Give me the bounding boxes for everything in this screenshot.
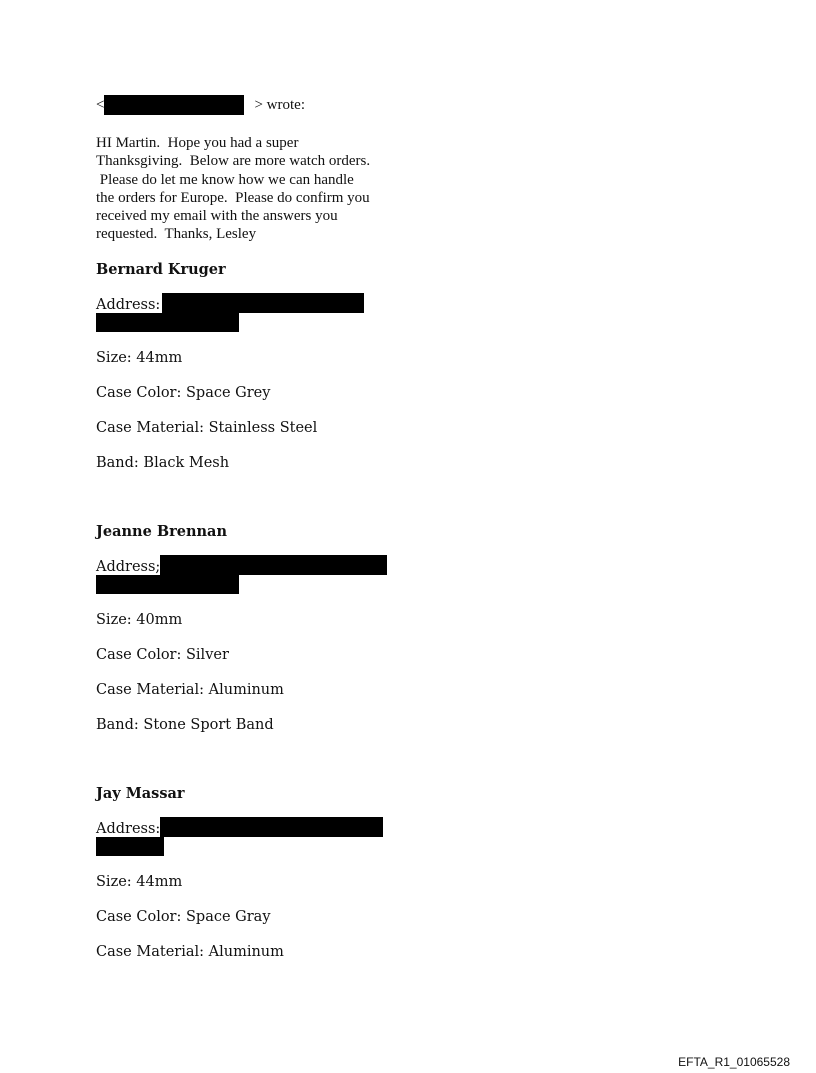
order-band: Band: Black Mesh — [96, 455, 230, 471]
email-body-line: requested. Thanks, Lesley — [96, 226, 257, 243]
open-bracket: < — [96, 97, 105, 113]
document-id: EFTA_R1_01065528 — [678, 1055, 790, 1069]
order-case-color: Case Color: Space Grey — [96, 385, 271, 401]
email-body-line: HI Martin. Hope you had a super — [96, 135, 299, 151]
wrote-text: > wrote: — [254, 97, 305, 113]
address-label: Address: — [96, 297, 161, 313]
redacted-address — [96, 313, 239, 332]
email-body — [96, 134, 396, 244]
order-name: Jeanne Brennan — [96, 523, 227, 540]
order-case-material: Case Material: Stainless Steel — [96, 420, 318, 436]
order-case-color: Case Color: Space Gray — [96, 909, 271, 925]
order-name: Jay Massar — [96, 785, 185, 802]
order-size: Size: 44mm — [96, 874, 183, 890]
email-body-line: the orders for Europe. Please do confirm you — [96, 189, 370, 206]
redacted-address — [160, 555, 387, 575]
order-case-material: Case Material: Aluminum — [96, 944, 284, 960]
redacted-address — [96, 837, 164, 856]
order-name: Bernard Kruger — [96, 261, 226, 278]
order-size: Size: 40mm — [96, 612, 183, 628]
redacted-address — [162, 293, 364, 313]
redacted-sender — [104, 95, 244, 115]
email-body-line: Please do let me know how we can handle — [96, 171, 354, 188]
address-label: Address; — [96, 559, 161, 575]
redacted-address — [96, 575, 239, 594]
order-case-material: Case Material: Aluminum — [96, 682, 284, 698]
email-body-line: Thanksgiving. Below are more watch orders. — [96, 153, 371, 170]
address-label: Address: — [96, 821, 161, 837]
order-case-color: Case Color: Silver — [96, 647, 229, 663]
email-body-line: received my email with the answers you — [96, 208, 338, 225]
order-size: Size: 44mm — [96, 350, 183, 366]
redacted-address — [160, 817, 383, 837]
order-band: Band: Stone Sport Band — [96, 717, 274, 733]
